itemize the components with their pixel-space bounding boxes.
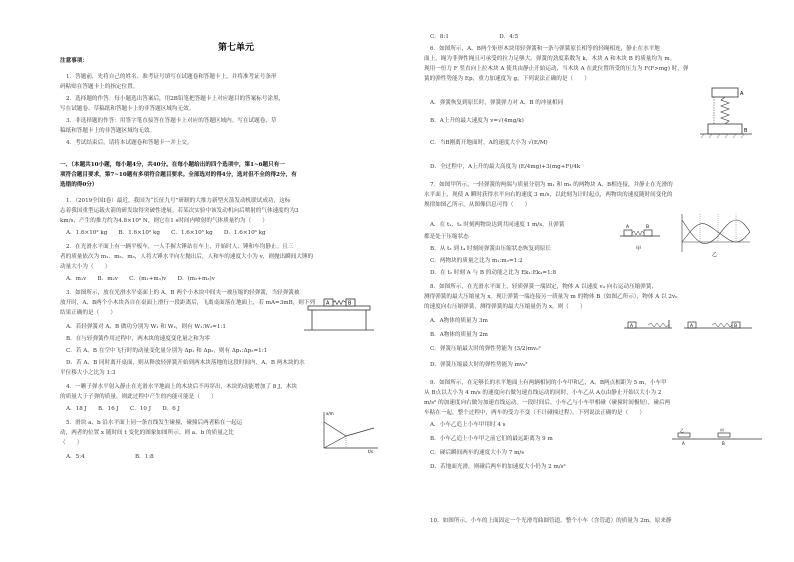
question-text: 面上，绳为非弹性绳且可承受的拉力足够大。弹簧的劲度系数为 k，木块 A 和木块 B 的质量均为 m。 <box>424 56 676 62</box>
option-c: C．当B刚离开地面时，A的速度大小为 √(E/M) <box>430 140 548 146</box>
option-c: C．碰后瞬间两车的速度大小为 7 m/s <box>430 450 525 456</box>
question-text: 结果正确的是（ ） <box>60 310 116 316</box>
svg-text:A: A <box>626 225 630 230</box>
option-a-cont: 都是处于压缩状态 <box>424 234 469 240</box>
notice-line: 稿纸和答题卡上的非答题区域均无效。 <box>60 128 156 134</box>
question-text: 7．如图甲所示，一轻弹簧的两端与质量分别为 m₁ 和 m₂ 的两物块 A、B相连接，并静止在光滑的 <box>430 182 673 188</box>
q8-figure-yi <box>684 318 754 334</box>
question-text: （ ） <box>60 440 83 446</box>
option-d: D．在 t₂ 时刻 A 与 B 的动能之比为 Ek₁:Ek₂=1:8 <box>430 270 557 276</box>
question-options: A．1.6×10² kg B．1.6×10³ kg C．1.6×10⁵ kg D．1.6×10⁶ kg <box>66 230 266 236</box>
question-text: 动量大小为（ ） <box>60 264 111 270</box>
q5-axis-y: x/m <box>326 411 334 416</box>
question-text: 2．在光滑水平面上有一辆平板车，一人手握大锤站在车上，开始时人、锤和车均静止。且三 <box>66 244 294 250</box>
question-text: 1．（2019全国I卷）最近，我国为“长征九号”研制的大推力新型火箭发动机联试成功，这标 <box>66 198 291 204</box>
question-text: 车粘在一起，整个过程中，两车的受力不变（不计碰撞过程）。下列说法正确的是（ ） <box>424 410 645 416</box>
question-text: km/s，产生的推力约为4.8×10⁶ N，则它在1 s时间内喷射的气体质量约为（ ） <box>60 218 268 224</box>
option-c: C．弹簧压缩最大时的弹性势能为 (3/2)mv₀² <box>430 346 541 352</box>
question-options: A．5:4 B．1:8 <box>66 454 154 460</box>
q6-label-a: A <box>740 91 744 97</box>
q7-label-jia: 甲 <box>636 246 642 252</box>
q6-label-b: B <box>744 128 748 134</box>
question-text: 的速度向右压缩弹簧，测得弹簧的最大压缩量仍为 x，则（ ） <box>424 304 586 310</box>
q8-label-b: B <box>734 324 738 329</box>
question-text: 簧的弹性势能为 Ep，重力加速度为 g，下列说法正确的是（ ） <box>424 76 590 82</box>
q5-axis-x: t/s <box>368 449 373 454</box>
question-text: 测得弹簧的最大压缩量为 x。现让弹簧一端连接另一质量为 m 的物体 B（如图乙所示），物体 A 以 2v₀ <box>424 294 678 300</box>
section-instruction: 选错的得0分） <box>60 182 98 188</box>
question-options: A．18 J B．16 J C．10 J D．6 J <box>66 406 180 412</box>
option-a: A．在 t₁、t₃ 时刻两物块达到共同速度 1 m/s，且弹簧 <box>430 222 565 228</box>
question-text: 现用一恒力 F 竖直向上拉木块 A 使其由静止开始运动，当木块 A 在此位置所受的压力为 F(F>mg) 时，弹 <box>424 66 689 72</box>
question-text: 10．如图所示，小车的上面固定一个光滑弯曲圆管道，整个小车（含管道）的质量为 2m，原来静 <box>430 518 672 524</box>
question-text: 规律如图乙所示，从图像信息可得（ ） <box>424 202 531 208</box>
q6-figure <box>700 84 752 146</box>
option-a: A．小车乙追上小车甲用时 4 s <box>430 422 506 428</box>
section-instruction: 一、（本题共10小题，每小题4分，共40分。在每小题给出的四个选项中，第1~6题只有一 <box>60 162 285 168</box>
option-a: A．弹簧恢复到原长时，弹簧弹力对 A、B 的冲量相同 <box>430 100 564 106</box>
option-d-cont: 平位移大小之比为 1:3 <box>60 370 116 376</box>
option-a: A．A物体的质量为 3m <box>430 318 488 324</box>
question-options: A．m₁v B．m₂v C．(m₁+m₃)v D．(m₂+m₃)v <box>66 276 215 282</box>
notice-line: 2．选择题的作答：每小题选出答案后，用2B铅笔把答题卡上对应题目的答案标号涂黑， <box>66 96 285 102</box>
question-text: 8．如图所示，在光滑水平面上，轻质弹簧一端固定，物体 A 以速度 v₀ 向右运动压缩弹簧， <box>430 284 658 290</box>
question-text: 3．如图所示，放在光滑水平桌面上的 A、B 两个小木块中间夹一被压缩的轻弹簧，当轻弹簧被 <box>66 290 300 296</box>
option-a: A．若轻弹簧对 A、B 做功分别为 W₁ 和 W₂，则有 W₁:W₂=1:1 <box>66 324 226 330</box>
q7-figure-yi <box>676 212 752 258</box>
q9-figure <box>672 428 762 448</box>
q7-label-yi: 乙 <box>712 252 718 258</box>
notice-line: 写在试题卷、草稿纸和答题卡上的非答题区域均无效。 <box>60 106 195 112</box>
option-b: B．A上升的最大速度为 v=√(4mg/k) <box>430 118 524 124</box>
question-text: 6．如图所示，A、B两个矩形木块用轻弹簧和一条与弹簧原长相等的轻绳相连，静止在水平地 <box>430 46 660 52</box>
q7-figure-jia <box>620 218 664 254</box>
section-instruction: 项符合题目要求，第7~10题有多项符合题目要求。全部选对的得4分，选对但不全的得2分，有 <box>60 172 297 178</box>
option-c: C．两物块的质量之比为 m₁:m₂=1:2 <box>430 258 523 264</box>
option-d: D．全过程中，A上升的最大高度为 (E/4mg)+3(mg+F)/4k <box>430 164 581 170</box>
question-text: 4．一颗子弹水平射入静止在光滑水平地面上的木块后不再穿出，木块的动能增加了 8 J，木块 <box>66 384 298 390</box>
q8-figure-jia <box>624 318 684 334</box>
question-text: 5．滑块 a、b 沿水平面上同一条直线发生碰撞，碰撞后两者粘在一起运 <box>66 420 243 426</box>
q9-label-jia: 甲 <box>720 428 724 433</box>
q9-label-yi: 乙 <box>680 428 684 433</box>
q9-label-b: B <box>722 441 725 446</box>
question-text: 的质量大于子弹的质量。则此过程中产生的内能可能是（ ） <box>60 394 217 400</box>
option-b: B．小车乙追上小车甲之前它们的最远距离为 9 m <box>430 436 553 442</box>
question-text: 者的质量依次为 m₁、m₂、m₃，人将大锤水平向左抛出后，人和车的速度大小为 v，则抛出瞬间大锤的 <box>60 254 314 260</box>
notice-line: 码粘贴在答题卡上的指定位置。 <box>60 84 139 90</box>
q3-label-b: B <box>348 300 352 307</box>
svg-text:B: B <box>646 225 650 230</box>
notice-line: 4．考试结束后，请将本试题卷和答题卡一并上交。 <box>66 140 193 146</box>
page-title: 第七单元 <box>218 43 255 53</box>
option-b: B．在与轻弹簧作用过程中，两木块的速度变化量之和为零 <box>66 336 210 342</box>
question-text: 水平面上，现使 A 瞬时获得水平向右的速度 3 m/s，以此刻为计时起点，两物块的速度随时间变化的 <box>424 192 673 198</box>
option-b: B．从 t₃ 到 t₄ 时刻间弹簧由压缩状态恢复到原长 <box>430 246 551 252</box>
q5-xt-graph <box>318 410 380 454</box>
q8-label-a: A <box>630 324 634 329</box>
question-text: 放开时，A、B两个小木块各自在桌面上滑行一段距离后，飞离桌面落在地面上，若 mA=3mB，则下列 <box>60 300 316 306</box>
option-d: D．若 A、B 同时离开桌面，则从释放轻弹簧开始到两木块落地的这段时间内，A、B 两木块的水 <box>66 360 305 366</box>
option-d: D．弹簧压缩最大时的弹性势能为 mv₀² <box>430 362 528 368</box>
option-c: C．若 A、B 在空中飞行时的动量变化量分别为 Δp₁ 和 Δp₂，则有 Δp₁:Δp₂=1:1 <box>66 348 268 354</box>
question-text: 动，两者的位置 x 随时间 t 变化的图象如图所示。则 a、b 的质量之比 <box>60 430 235 436</box>
question-text: 9．如图所示，在足够长的水平地面上有两辆相同的小车甲和乙，A、B两点相距为 5 m，小车甲 <box>430 380 667 386</box>
notice-line: 1．答题前，先将自己的姓名、准考证号填写在试题卷和答题卡上，并将准考证号条形 <box>66 74 277 80</box>
question-text: 从 B点以大小为 4 m/s 的速度向右做匀速直线运动的同时，小车乙从 A点由静止开始以大小为 2 <box>424 390 662 396</box>
option-line: C．8:1 D．4:5 <box>430 34 519 40</box>
question-text: m/s² 的加速度向右做匀加速直线运动。一段时间后，小车乙与小车甲相碰（碰撞时间极短），碰后两 <box>424 400 671 406</box>
q8-label-a2: A <box>690 324 694 329</box>
option-d: D．若地面光滑，则碰后两车的加速度大小仍为 2 m/s² <box>430 464 566 470</box>
option-b: B．A物体的质量为 2m <box>430 332 488 338</box>
question-text: 志着我国重型运载火箭的研发取得突破性进展。若某次实验中该发动机向后喷射的气体速度约为3 <box>60 208 299 214</box>
q3-figure <box>304 296 374 334</box>
notice-line: 3．非选择题的作答：用签字笔直接答在答题卡上对应的答题区域内。写在试题卷、草 <box>66 118 277 124</box>
q9-label-a: A <box>682 441 685 446</box>
notice-heading: 注意事项： <box>60 58 88 64</box>
q3-label-a: A <box>326 300 330 307</box>
